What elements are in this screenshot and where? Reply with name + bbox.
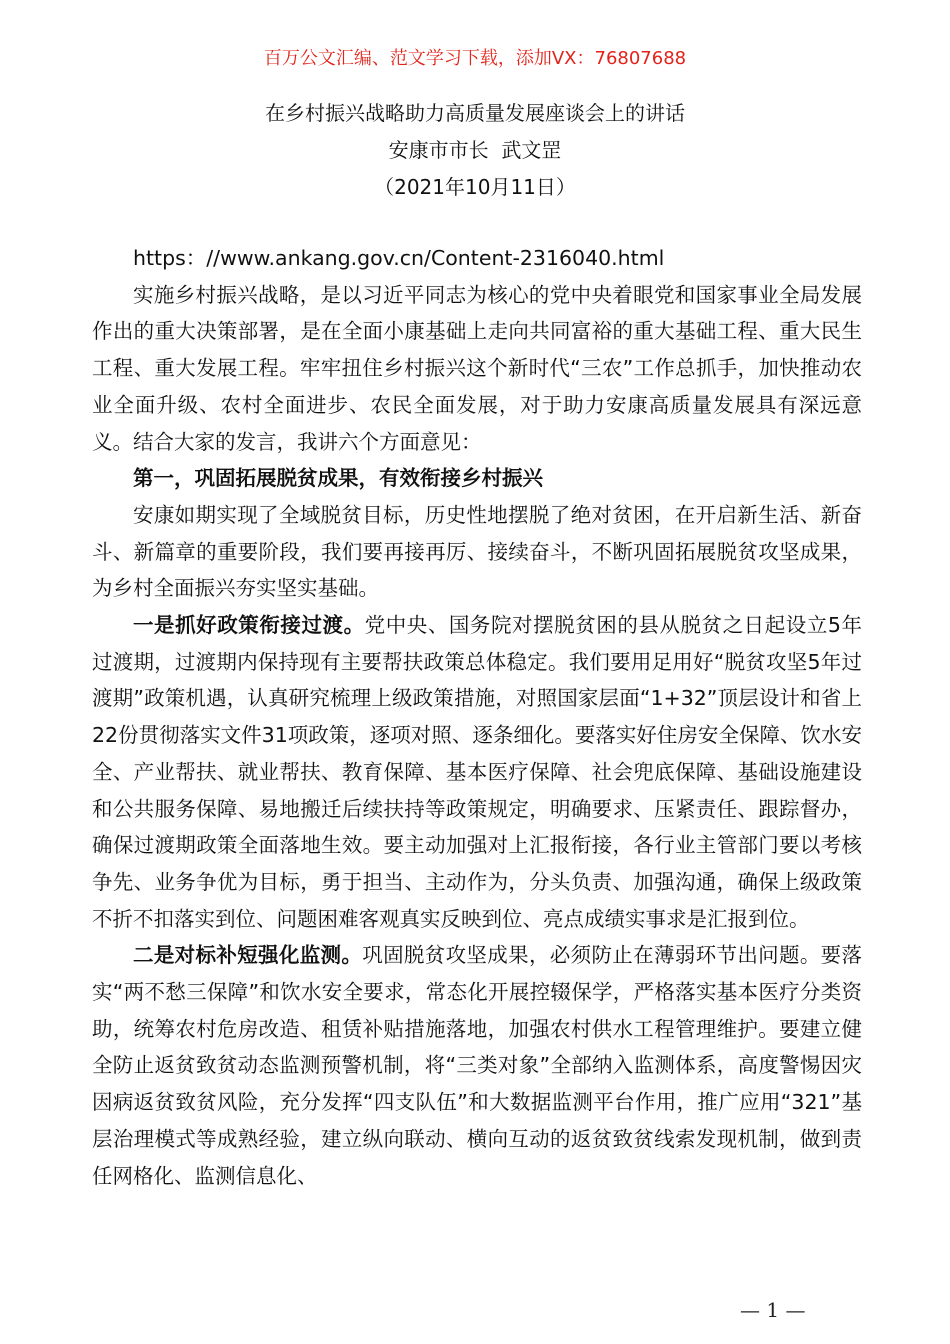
point-two-text: 巩固脱贫攻坚成果，必须防止在薄弱环节出问题。要落实“两不愁三保障”和饮水安全要求，常态化开展控辍保学，严格落实基本医疗分类资助，统筹农村危房改造、租赁补贴措施落地，加强农村供水工程管理维护。要建立健全防止返贫致贫动态监测预警机制，将“三类对象”全部纳入监测体系，高度警惕因灾因病返贫致贫风险，充分发挥“四支队伍”和大数据监测平台作用，推广应用“321”基层治理模式等成熟经验，建立纵向联动、横向互动的返贫致贫线索发现机制，做到责任网格化、监测信息化、 (92, 943, 863, 1188)
intro-paragraph: 实施乡村振兴战略，是以习近平同志为核心的党中央着眼党和国家事业全局发展作出的重大决策部署，是在全面小康基础上走向共同富裕的重大基础工程、重大民生工程、重大发展工程。牢牢扭住乡村振兴这个新时代“三农”工作总抓手，加快推动农业全面升级、农村全面进步、农民全面发展，对于助力安康高质量发展具有深远意义。结合大家的发言，我讲六个方面意见： (92, 282, 862, 454)
point-two-lead: 二是对标补短强化监测。 (133, 943, 363, 968)
point-one-paragraph (92, 607, 862, 937)
point-two-paragraph (92, 937, 862, 1194)
section-heading: 第一，巩固拓展脱贫成果，有效衔接乡村振兴 (133, 466, 543, 491)
point-one-text: 党中央、国务院对摆脱贫困的县从脱贫之日起设立5年过渡期，过渡期内保持现有主要帮扶政策总体稳定。我们要用足用好“脱贫攻坚5年过渡期”政策机遇，认真研究梳理上级政策措施，对照国家层面“1+32”顶层设计和省上22份贯彻落实文件31项政策，逐项对照、逐条细化。要落实好住房安全保障、饮水安全、产业帮扶、就业帮扶、教育保障、基本医疗保障、社会兜底保障、基础设施建设和公共服务保障、易地搬迁后续扶持等政策规定，明确要求、压紧责任、跟踪督办，确保过渡期政策全面落地生效。要主动加强对上汇报衔接，各行业主管部门要以考核争先、业务争优为目标，勇于担当、主动作为，分头负责、加强沟通，确保上级政策不折不扣落实到位、问题困难客观真实反映到位、亮点成绩实事求是汇报到位。 (92, 613, 863, 931)
document-title: 在乡村振兴战略助力高质量发展座谈会上的讲话 (265, 101, 685, 125)
point-one-lead: 一是抓好政策衔接过渡。 (133, 613, 365, 638)
document-date: （2021年10月11日） (374, 175, 576, 199)
document-author: 安康市市长 武文罡 (388, 138, 562, 162)
promo-banner: 百万公文汇编、范文学习下载，添加VX：76807688 (263, 48, 687, 69)
page-number: — 1 — (740, 1298, 806, 1322)
source-url: https：//www.ankang.gov.cn/Content-2316040.html (133, 246, 665, 270)
section-intro-paragraph: 安康如期实现了全域脱贫目标，历史性地摆脱了绝对贫困，在开启新生活、新奋斗、新篇章的重要阶段，我们要再接再厉、接续奋斗，不断巩固拓展脱贫攻坚成果，为乡村全面振兴夯实坚实基础。 (92, 502, 862, 601)
document-body (92, 240, 862, 1194)
